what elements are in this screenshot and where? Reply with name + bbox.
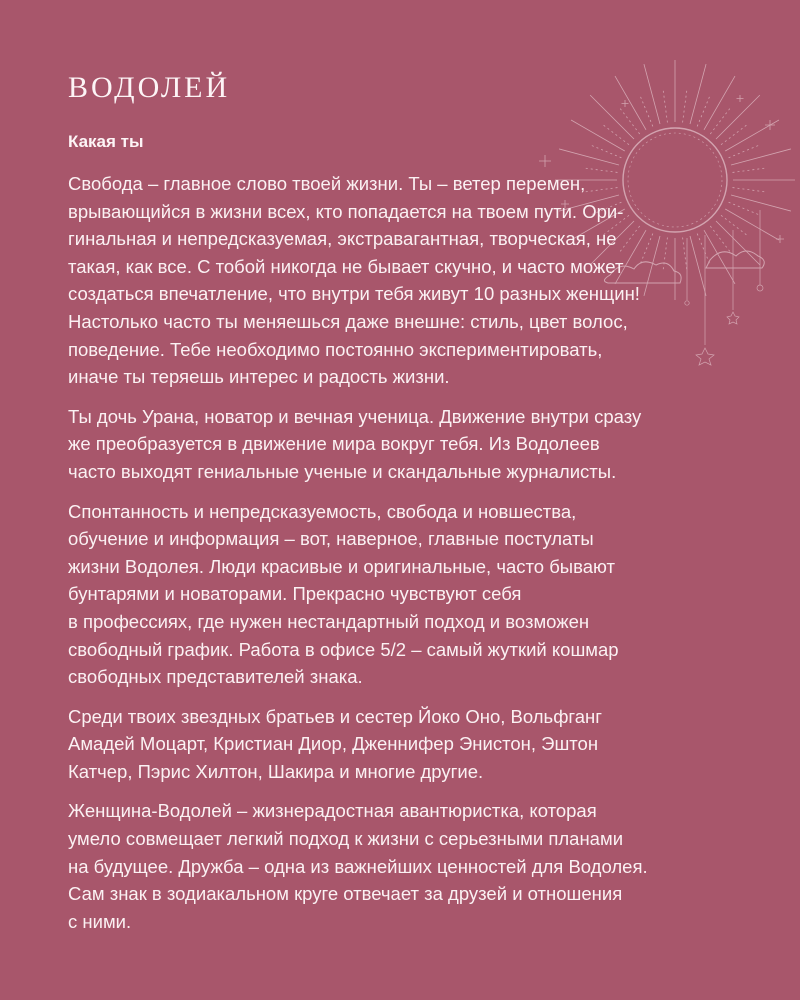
text-line: Настолько часто ты меняешься даже внешне: стиль, цвет волос, <box>68 310 628 332</box>
text-line: на будущее. Дружба – одна из важнейших ценностей для Водолея. <box>68 855 648 877</box>
text-line: обучение и информация – вот, наверное, главные постулаты <box>68 528 594 550</box>
text-line: Среди твоих звездных братьев и сестер Йоко Оно, Вольфганг <box>68 705 603 727</box>
text-line: бунтарями и новаторами. Прекрасно чувствуют себя <box>68 583 522 605</box>
text-line: часто выходят гениальные ученые и скандальные журналисты. <box>68 460 617 482</box>
text-line: Амадей Моцарт, Кристиан Диор, Дженнифер Энистон, Эштон <box>68 733 599 755</box>
sun-ray <box>733 168 767 172</box>
text-line: свободный график. Работа в офисе 5/2 – самый жуткий кошмар <box>68 638 619 660</box>
text-line: гинальная и непредсказуемая, экстравагантная, творческая, не <box>68 228 617 250</box>
text-line: же преобразуется в движение мира вокруг тебя. Из Водолеев <box>68 433 600 455</box>
body-paragraph <box>68 797 728 935</box>
text-line: с ними. <box>68 910 132 932</box>
text-line: свободных представителей знака. <box>68 666 363 688</box>
text-line: Спонтанность и непредсказуемость, свобода и новшества, <box>68 500 577 522</box>
text-line: иначе ты теряешь интерес и радость жизни. <box>68 366 450 388</box>
text-line: Ты дочь Урана, новатор и вечная ученица. Движение внутри сразу <box>68 405 642 427</box>
text-line: такая, как все. С тобой никогда не бывает скучно, и часто может <box>68 255 624 277</box>
text-line: жизни Водолея. Люди красивые и оригинальные, часто бывают <box>68 555 615 577</box>
text-line: Женщина-Водолей – жизнерадостная авантюристка, которая <box>68 800 597 822</box>
body-paragraph <box>68 403 728 486</box>
body-paragraph <box>68 498 728 691</box>
text-line: создаться впечатление, что внутри тебя живут 10 разных женщин! <box>68 283 640 305</box>
sun-ray <box>731 195 791 211</box>
page-title: ВОДОЛЕЙ <box>68 71 231 104</box>
text-line: врывающийся в жизни всех, кто попадается на твоем пути. Ори- <box>68 200 624 222</box>
body-paragraph <box>68 703 728 786</box>
body-text <box>68 170 728 935</box>
text-line: Сам знак в зодиакальном круге отвечает за друзей и отношения <box>68 883 623 905</box>
text-line: поведение. Тебе необходимо постоянно экспериментировать, <box>68 338 603 360</box>
text-line: Свобода – главное слово твоей жизни. Ты – ветер перемен, <box>68 173 586 194</box>
body-paragraph <box>68 170 728 391</box>
sun-ray <box>733 188 767 192</box>
section-heading: Какая ты <box>68 132 144 151</box>
text-line: Катчер, Пэрис Хилтон, Шакира и многие другие. <box>68 760 484 782</box>
article <box>68 68 728 935</box>
text-line: умело совмещает легкий подход к жизни с серьезными планами <box>68 828 624 850</box>
sun-ray <box>731 149 791 165</box>
text-line: в профессиях, где нужен нестандартный подход и возможен <box>68 610 590 632</box>
